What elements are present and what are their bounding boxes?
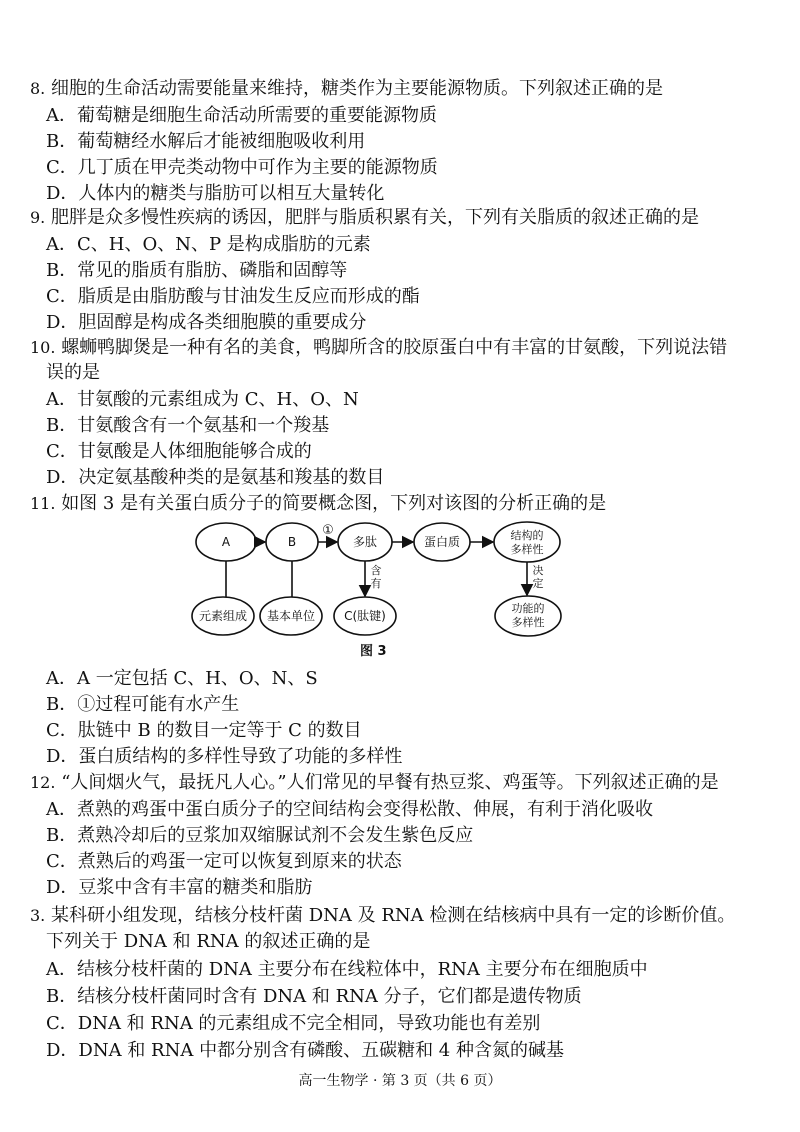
question-number: 10. xyxy=(30,338,56,357)
question-number: 12. xyxy=(30,773,56,792)
question-8-option-c: C．几丁质在甲壳类动物中可作为主要的能源物质 xyxy=(46,157,438,178)
question-10-stem-continued: 误的是 xyxy=(46,362,100,383)
question-9-option-c: C．脂质是由脂肪酸与甘油发生反应而形成的酯 xyxy=(46,286,420,307)
question-12-option-a: A．煮熟的鸡蛋中蛋白质分子的空间结构会变得松散、伸展，有利于消化吸收 xyxy=(46,799,653,820)
node-structure-ellipse xyxy=(494,522,560,562)
node-element-label: 元素组成 xyxy=(198,609,248,623)
node-bond-label: C(肽键) xyxy=(344,609,386,623)
node-a-label: A xyxy=(221,535,231,549)
node-unit-label: 基本单位 xyxy=(266,609,316,623)
node-structure-label-1: 结构的 xyxy=(510,529,544,542)
question-13-stem xyxy=(30,903,780,928)
node-function-label-1: 功能的 xyxy=(511,602,545,615)
node-b-label: B xyxy=(287,535,297,549)
question-9-stem xyxy=(30,205,780,230)
question-12-option-c: C．煮熟后的鸡蛋一定可以恢复到原来的状态 xyxy=(46,851,402,872)
question-12-option-b: B．煮熟冷却后的豆浆加双缩脲试剂不会发生紫色反应 xyxy=(46,825,474,846)
question-13-option-b: B．结核分枝杆菌同时含有 DNA 和 RNA 分子，它们都是遗传物质 xyxy=(46,986,582,1007)
question-number: 8. xyxy=(30,79,46,98)
question-10-option-a: A．甘氨酸的元素组成为 C、H、O、N xyxy=(46,389,359,410)
question-11-option-a: A．A 一定包括 C、H、O、N、S xyxy=(46,668,318,689)
question-10-stem xyxy=(30,335,780,360)
question-13-option-a: A．结核分枝杆菌的 DNA 主要分布在线粒体中，RNA 主要分布在细胞质中 xyxy=(46,959,648,980)
question-text: 螺蛳鸭脚煲是一种有名的美食，鸭脚所含的胶原蛋白中有丰富的甘氨酸，下列说法错 xyxy=(61,337,728,358)
question-10-option-d: D．决定氨基酸种类的是氨基和羧基的数目 xyxy=(46,467,385,488)
question-13-option-d: D．DNA 和 RNA 中都分别含有磷酸、五碳糖和 4 种含氮的碱基 xyxy=(46,1040,564,1061)
question-10-option-b: B．甘氨酸含有一个氨基和一个羧基 xyxy=(46,415,330,436)
contains-label-1: 含 xyxy=(370,564,382,577)
question-10-option-c: C．甘氨酸是人体细胞能够合成的 xyxy=(46,441,312,462)
question-11-option-d: D．蛋白质结构的多样性导致了功能的多样性 xyxy=(46,746,403,767)
question-text: 如图 3 是有关蛋白质分子的简要概念图，下列对该图的分析正确的是 xyxy=(61,493,607,514)
question-12-stem xyxy=(30,770,780,795)
question-number: 9. xyxy=(30,208,46,227)
question-11-option-b: B．①过程可能有水产生 xyxy=(46,694,240,715)
question-8-stem xyxy=(30,76,780,101)
question-text: 细胞的生命活动需要能量来维持，糖类作为主要能源物质。下列叙述正确的是 xyxy=(51,78,663,99)
question-9-option-d: D．胆固醇是构成各类细胞膜的重要成分 xyxy=(46,312,367,333)
question-13-stem-continued: 下列关于 DNA 和 RNA 的叙述正确的是 xyxy=(46,931,371,952)
node-peptide-label: 多肽 xyxy=(352,535,378,549)
question-text: 某科研小组发现，结核分枝杆菌 DNA 及 RNA 检测在结核病中具有一定的诊断价值。 xyxy=(51,905,736,926)
question-9-option-a: A．C、H、O、N、P 是构成脂肪的元素 xyxy=(46,234,371,255)
question-9-option-b: B．常见的脂质有脂肪、磷脂和固醇等 xyxy=(46,260,348,281)
decides-label-1: 决 xyxy=(532,564,544,577)
process-1-label: ① xyxy=(322,523,334,538)
decides-label-2: 定 xyxy=(532,577,544,590)
question-text: 肥胖是众多慢性疾病的诱因，肥胖与脂质积累有关，下列有关脂质的叙述正确的是 xyxy=(51,207,699,228)
question-13-option-c: C．DNA 和 RNA 的元素组成不完全相同，导致功能也有差别 xyxy=(46,1013,541,1034)
question-12-option-d: D．豆浆中含有丰富的糖类和脂肪 xyxy=(46,877,313,898)
node-protein-label: 蛋白质 xyxy=(423,535,461,549)
contains-label-2: 有 xyxy=(370,577,382,590)
question-8-option-d: D．人体内的糖类与脂肪可以相互大量转化 xyxy=(46,183,385,204)
question-11-stem xyxy=(30,491,780,516)
question-text: “人间烟火气，最抚凡人心。”人们常见的早餐有热豆浆、鸡蛋等。下列叙述正确的是 xyxy=(61,772,719,793)
node-function-label-2: 多样性 xyxy=(511,616,545,629)
question-number: 11. xyxy=(30,494,56,513)
question-8-option-b: B．葡萄糖经水解后才能被细胞吸收利用 xyxy=(46,131,366,152)
figure-caption: 图 3 xyxy=(360,644,387,659)
protein-concept-diagram xyxy=(180,520,600,660)
question-8-option-a: A．葡萄糖是细胞生命活动所需要的重要能源物质 xyxy=(46,105,437,126)
page-footer: 高一生物学 · 第 3 页（共 6 页） xyxy=(298,1073,502,1089)
node-structure-label-2: 多样性 xyxy=(510,543,544,556)
question-11-option-c: C．肽链中 B 的数目一定等于 C 的数目 xyxy=(46,720,362,741)
question-number: 3. xyxy=(30,906,46,925)
